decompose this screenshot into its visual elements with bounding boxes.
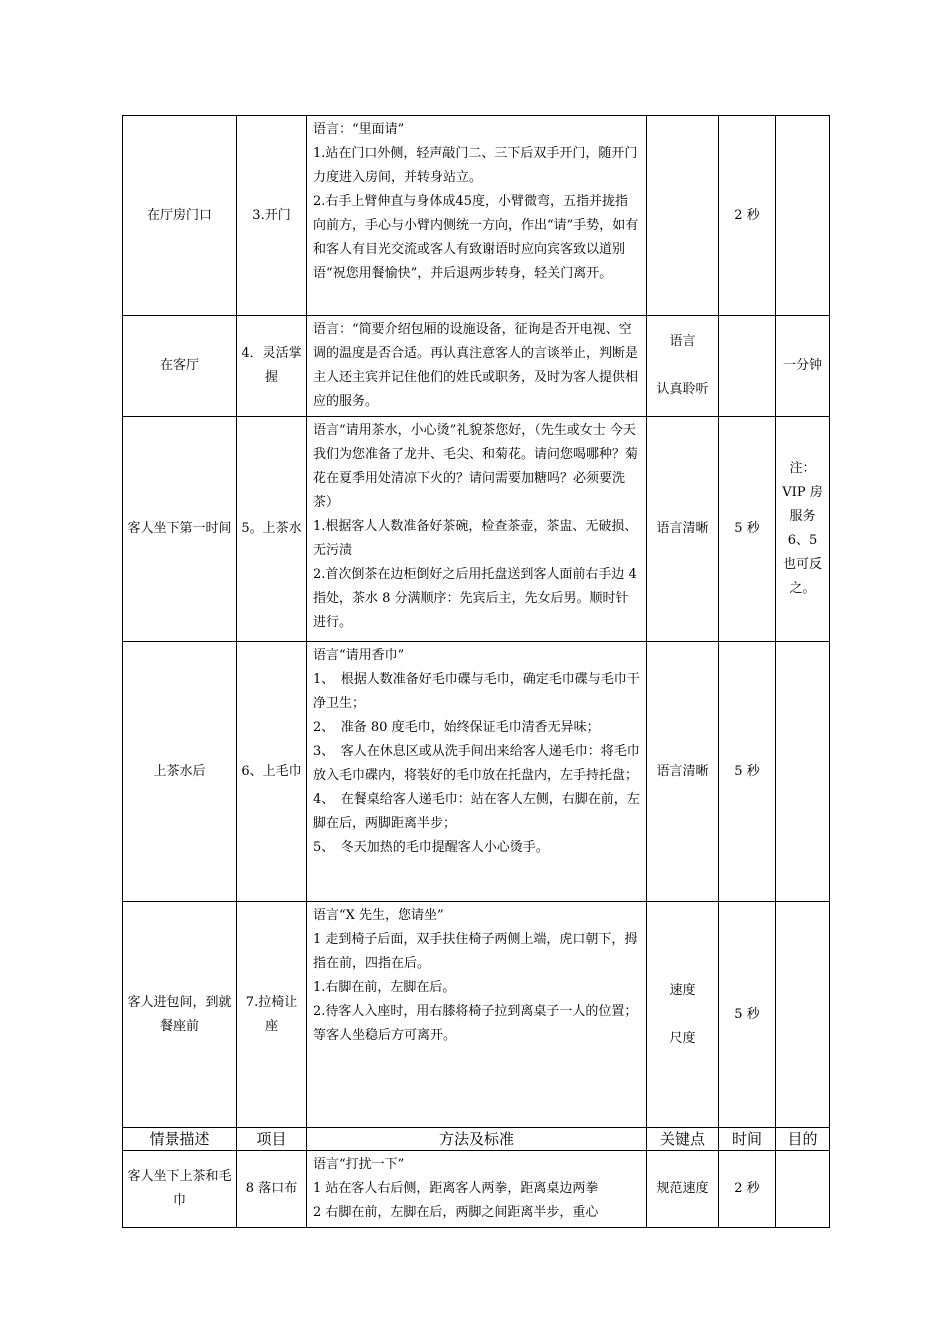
table-row xyxy=(123,902,830,1128)
scene-cell: 客人坐下上茶和毛巾 xyxy=(123,1151,237,1228)
header-scene: 情景描述 xyxy=(123,1128,237,1151)
purpose-cell: 注：VIP 房服务 6、5 也可反之。 xyxy=(776,417,830,642)
method-line: 语言：“简要介绍包厢的设施设备，征询是否开电视、空调的温度是否合适。再认真注意客人的言谈举止，判断是主人还主宾并记住他们的姓氏或职务，及时为客人提供相应的服务。 xyxy=(313,322,639,409)
time-cell: 5 秒 xyxy=(719,417,776,642)
purpose-cell xyxy=(776,642,830,902)
method-line: 2 右脚在前，左脚在后，两脚之间距离半步，重心 xyxy=(313,1205,599,1220)
method-line: 2.右手上臂伸直与身体成45度，小臂微弯，五指并拢指向前方，手心与小臂内侧统一方向，作出“请”手势，如有和客人有目光交流或客人有致谢语时应向宾客致以道别语“祝您用餐愉快”，并后退两步转身，轻关门离开。 xyxy=(313,194,639,281)
key-cell: 语言清晰 xyxy=(647,417,719,642)
scene-cell: 在厅房门口 xyxy=(123,116,237,316)
service-standard-table xyxy=(122,115,830,1228)
key-cell: 语言清晰 xyxy=(647,642,719,902)
key-line: 尺度 xyxy=(669,1030,696,1046)
key-cell xyxy=(647,902,719,1128)
method-line: 2.待客人入座时，用右膝将椅子拉到离桌子一人的位置；等客人坐稳后方可离开。 xyxy=(313,1004,638,1043)
scene-cell: 客人进包间，到就餐座前 xyxy=(123,902,237,1128)
header-method: 方法及标准 xyxy=(307,1128,647,1151)
method-line: 语言“请用香巾” xyxy=(313,648,405,663)
purpose-cell xyxy=(776,902,830,1128)
time-cell: 2 秒 xyxy=(719,116,776,316)
method-cell xyxy=(307,417,647,642)
time-cell: 5 秒 xyxy=(719,642,776,902)
method-line: 语言“打扰一下” xyxy=(313,1157,405,1172)
scene-cell: 在客厅 xyxy=(123,316,237,417)
key-line: 认真聆听 xyxy=(656,382,709,397)
item-cell: 3.开门 xyxy=(237,116,307,316)
item-cell: 8 落口布 xyxy=(237,1151,307,1228)
time-cell: 2 秒 xyxy=(719,1151,776,1228)
table-row xyxy=(123,417,830,642)
header-time: 时间 xyxy=(719,1128,776,1151)
method-cell xyxy=(307,902,647,1128)
purpose-cell: 一分钟 xyxy=(776,316,830,417)
scene-cell: 上茶水后 xyxy=(123,642,237,902)
scene-cell: 客人坐下第一时间 xyxy=(123,417,237,642)
method-line: 2.首次倒茶在边柜倒好之后用托盘送到客人面前右手边 4 指处，茶水 8 分满顺序：先宾后主，先女后男。顺时针进行。 xyxy=(313,567,637,630)
purpose-cell xyxy=(776,1151,830,1228)
header-purpose: 目的 xyxy=(776,1128,830,1151)
method-line: 5、 冬天加热的毛巾提醒客人小心烫手。 xyxy=(313,840,549,855)
header-row xyxy=(123,1128,830,1151)
header-key: 关键点 xyxy=(647,1128,719,1151)
method-line: 3、 客人在休息区或从洗手间出来给客人递毛巾：将毛巾放入毛巾碟内，将装好的毛巾放在托盘内，左手持托盘； xyxy=(313,744,640,783)
method-line: 1 站在客人右后侧，距离客人两拳，距离桌边两拳 xyxy=(313,1181,599,1196)
table-row xyxy=(123,316,830,417)
table-row xyxy=(123,116,830,316)
method-line: 1、 根据人数准备好毛巾碟与毛巾，确定毛巾碟与毛巾干净卫生； xyxy=(313,672,640,711)
key-line: 语言 xyxy=(669,334,696,349)
table-row xyxy=(123,1151,830,1228)
item-cell: 7.拉椅让座 xyxy=(237,902,307,1128)
method-cell xyxy=(307,316,647,417)
method-line: 1 走到椅子后面，双手扶住椅子两侧上端，虎口朝下，拇指在前，四指在后。 xyxy=(313,932,638,971)
method-line: 1.根据客人人数准备好茶碗，检查茶壶，茶盅、无破损、无污渍 xyxy=(313,519,638,558)
method-line: 4、 在餐桌给客人递毛巾：站在客人左侧，右脚在前，左脚在后，两脚距离半步； xyxy=(313,792,640,831)
item-cell: 6、上毛巾 xyxy=(237,642,307,902)
method-line: 语言“请用茶水，小心烫”礼貌茶您好，（先生或女士 今天我们为您准备了龙井、毛尖、和菊花。请问您喝哪种？菊花在夏季用处清凉下火的？请问需要加糖吗？必须要洗茶） xyxy=(313,423,639,510)
key-cell: 规范速度 xyxy=(647,1151,719,1228)
purpose-cell xyxy=(776,116,830,316)
item-cell: 5。上茶水 xyxy=(237,417,307,642)
method-cell xyxy=(307,116,647,316)
item-cell: 4．灵活掌握 xyxy=(237,316,307,417)
method-cell xyxy=(307,1151,647,1228)
time-cell: 5 秒 xyxy=(719,902,776,1128)
key-cell xyxy=(647,116,719,316)
time-cell xyxy=(719,316,776,417)
key-cell xyxy=(647,316,719,417)
method-line: 语言：“里面请” xyxy=(313,122,405,137)
method-line: 1.站在门口外侧，轻声敲门二、三下后双手开门，随开门力度进入房间，并转身站立。 xyxy=(313,146,638,185)
table-row xyxy=(123,642,830,902)
key-line: 速度 xyxy=(669,982,696,998)
method-line: 语言“X 先生，您请坐” xyxy=(313,908,444,923)
header-item: 项目 xyxy=(237,1128,307,1151)
method-line: 2、 准备 80 度毛巾，始终保证毛巾清香无异味； xyxy=(313,720,600,735)
method-line: 1.右脚在前，左脚在后。 xyxy=(313,980,456,995)
method-cell xyxy=(307,642,647,902)
